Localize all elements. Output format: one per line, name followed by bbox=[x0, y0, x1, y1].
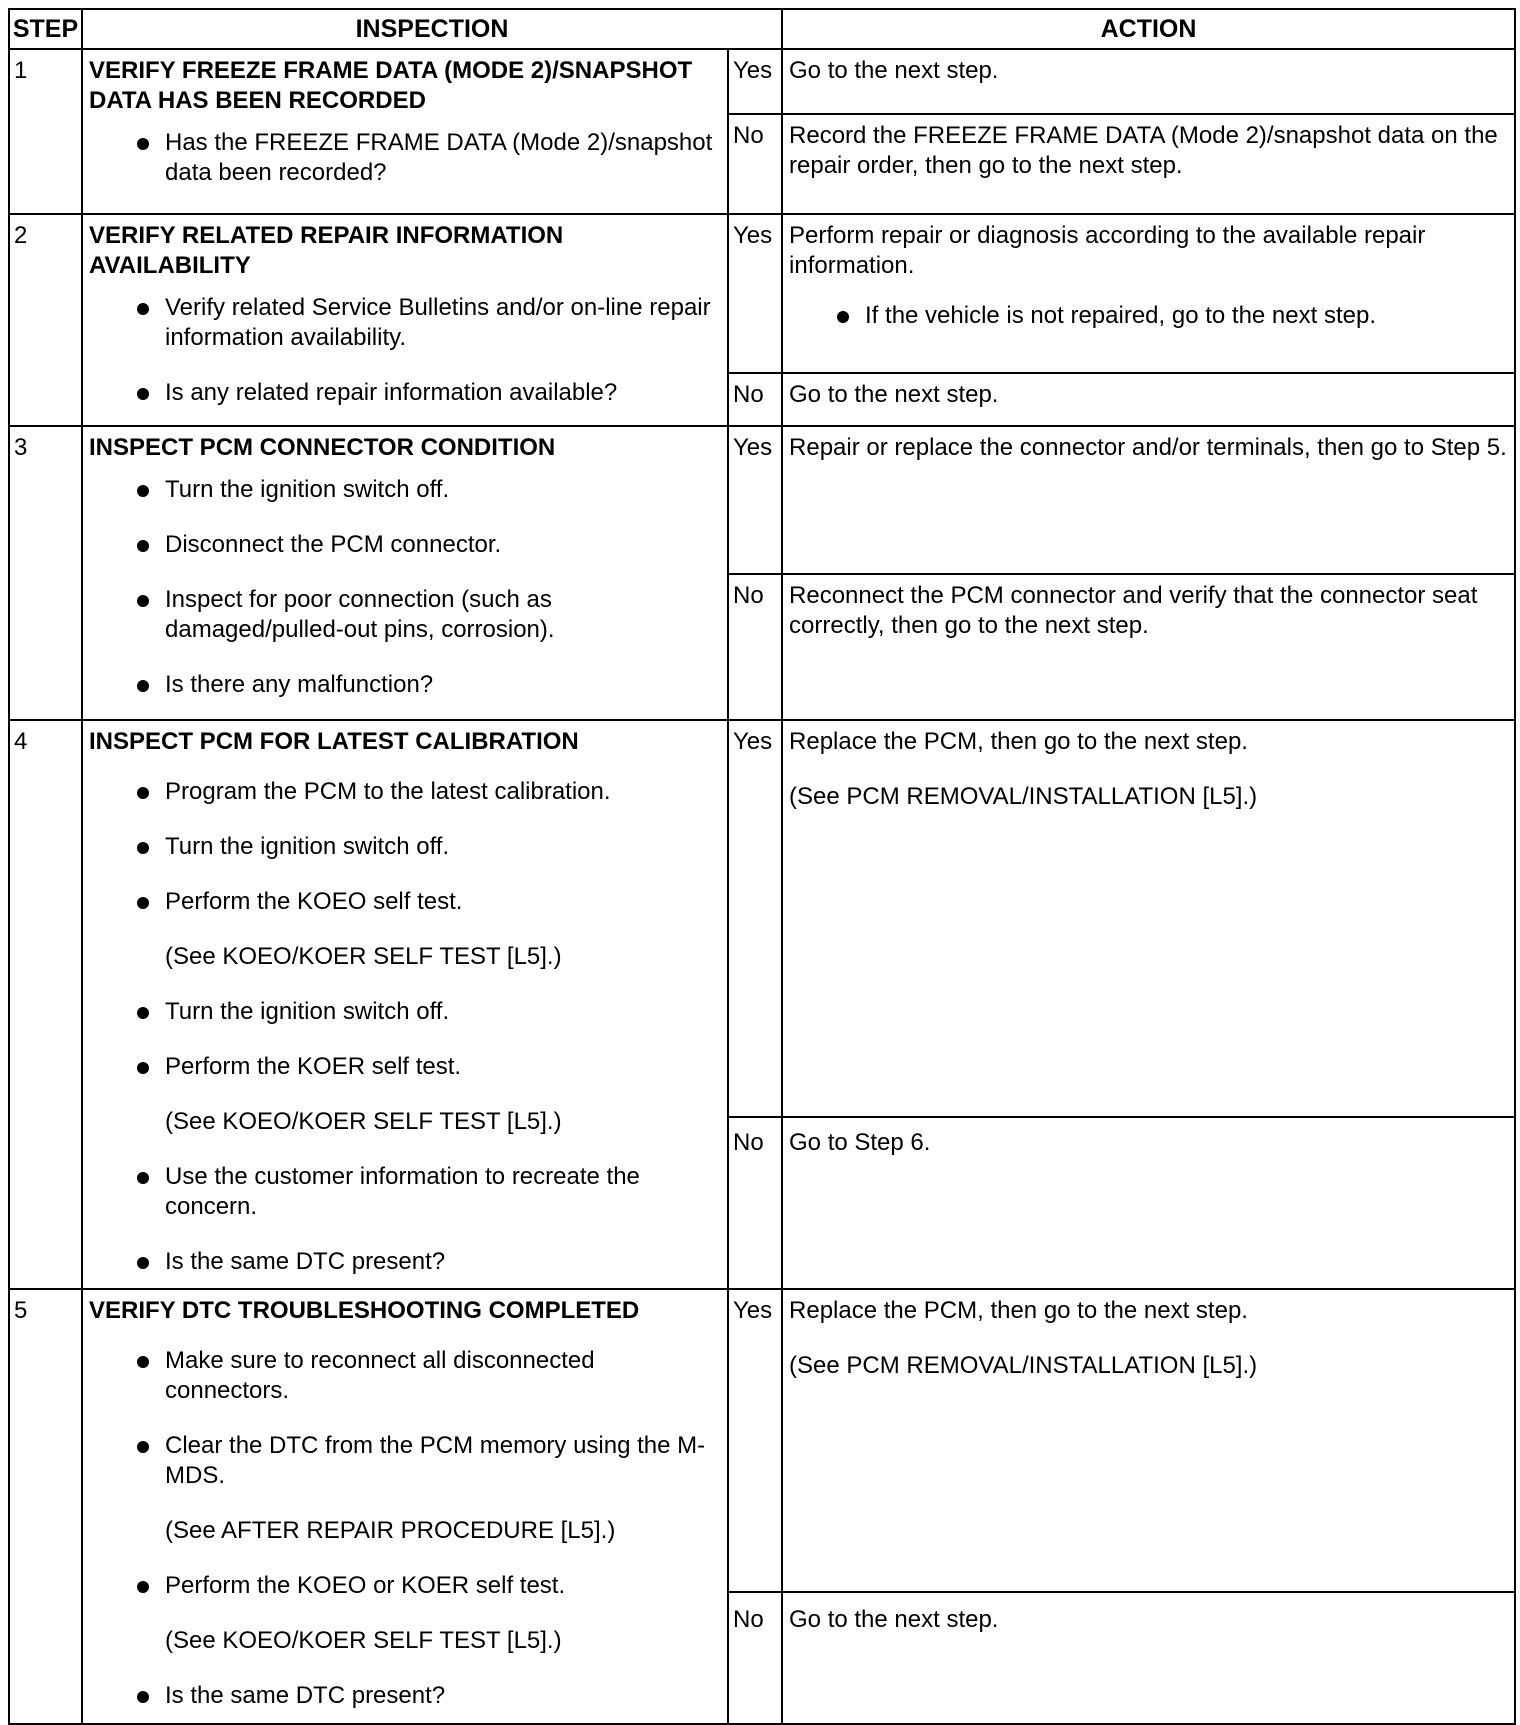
header-step: STEP bbox=[9, 9, 82, 49]
no-label: No bbox=[728, 1117, 782, 1289]
yes-label: Yes bbox=[728, 49, 782, 114]
step-number: 4 bbox=[9, 720, 82, 1289]
no-label: No bbox=[728, 574, 782, 720]
inspection-bullet: Program the PCM to the latest calibration. bbox=[89, 777, 721, 807]
step-5-yes-row bbox=[9, 1289, 1515, 1592]
yes-action bbox=[782, 1289, 1515, 1592]
inspection-bullet: Use the customer information to recreate the concern. bbox=[89, 1162, 721, 1222]
step-3-inspection bbox=[82, 426, 728, 720]
yes-action bbox=[782, 214, 1515, 373]
no-label: No bbox=[728, 373, 782, 426]
step-number: 1 bbox=[9, 49, 82, 214]
inspection-bullet: Make sure to reconnect all disconnected connectors. bbox=[89, 1346, 721, 1406]
inspection-note: (See KOEO/KOER SELF TEST [L5].) bbox=[165, 1627, 562, 1654]
yes-action bbox=[782, 426, 1515, 574]
inspection-bullet: Has the FREEZE FRAME DATA (Mode 2)/snapshot data been recorded? bbox=[89, 128, 721, 188]
step-2-yes-row bbox=[9, 214, 1515, 373]
action-text: Go to the next step. bbox=[789, 381, 999, 408]
no-action bbox=[782, 1117, 1515, 1289]
step-number: 3 bbox=[9, 426, 82, 720]
header-row bbox=[9, 9, 1515, 49]
no-action bbox=[782, 373, 1515, 426]
inspection-bullet: Disconnect the PCM connector. bbox=[89, 530, 721, 560]
no-action bbox=[782, 574, 1515, 720]
inspection-bullet: Turn the ignition switch off. bbox=[89, 475, 721, 505]
no-action bbox=[782, 114, 1515, 214]
inspection-bullet: Turn the ignition switch off. bbox=[89, 832, 721, 862]
inspection-bullet: Perform the KOER self test. bbox=[89, 1052, 721, 1082]
yes-action bbox=[782, 49, 1515, 114]
inspection-bullet: Is any related repair information available? bbox=[89, 378, 721, 408]
step-1-inspection bbox=[82, 49, 728, 214]
inspection-note: (See KOEO/KOER SELF TEST [L5].) bbox=[165, 1108, 562, 1135]
inspection-bullet: Turn the ignition switch off. bbox=[89, 997, 721, 1027]
step-5-inspection bbox=[82, 1289, 728, 1724]
yes-label: Yes bbox=[728, 1289, 782, 1592]
inspection-bullet: Verify related Service Bulletins and/or on-line repair information availability. bbox=[89, 293, 721, 353]
troubleshooting-table bbox=[8, 8, 1516, 1725]
action-text: Record the FREEZE FRAME DATA (Mode 2)/snapshot data on the repair order, then go to the next step. bbox=[789, 121, 1498, 179]
step-title: VERIFY RELATED REPAIR INFORMATION AVAILABILITY bbox=[89, 222, 564, 279]
action-text: Reconnect the PCM connector and verify that the connector seat correctly, then go to the next step. bbox=[789, 582, 1478, 639]
inspection-bullet: Perform the KOEO or KOER self test. bbox=[89, 1571, 721, 1601]
header-inspection: INSPECTION bbox=[82, 9, 782, 49]
inspection-note: (See AFTER REPAIR PROCEDURE [L5].) bbox=[165, 1517, 616, 1544]
step-title: VERIFY FREEZE FRAME DATA (MODE 2)/SNAPSHOT DATA HAS BEEN RECORDED bbox=[89, 57, 693, 114]
inspection-note: (See KOEO/KOER SELF TEST [L5].) bbox=[165, 943, 562, 970]
step-4-yes-row bbox=[9, 720, 1515, 1117]
action-text: Replace the PCM, then go to the next step. bbox=[789, 728, 1248, 755]
step-number: 2 bbox=[9, 214, 82, 426]
action-text: Go to Step 6. bbox=[789, 1129, 931, 1156]
action-text: Go to the next step. bbox=[789, 57, 999, 84]
yes-label: Yes bbox=[728, 214, 782, 373]
step-title: INSPECT PCM CONNECTOR CONDITION bbox=[89, 434, 556, 461]
no-action bbox=[782, 1592, 1515, 1724]
action-bullet: If the vehicle is not repaired, go to the next step. bbox=[789, 301, 1508, 331]
step-title: VERIFY DTC TROUBLESHOOTING COMPLETED bbox=[89, 1297, 640, 1324]
step-title: INSPECT PCM FOR LATEST CALIBRATION bbox=[89, 728, 579, 755]
no-label: No bbox=[728, 1592, 782, 1724]
inspection-bullet: Inspect for poor connection (such as damaged/pulled-out pins, corrosion). bbox=[89, 585, 721, 645]
inspection-bullet: Is the same DTC present? bbox=[89, 1247, 721, 1277]
action-note: (See PCM REMOVAL/INSTALLATION [L5].) bbox=[789, 783, 1258, 810]
no-label: No bbox=[728, 114, 782, 214]
inspection-bullet: Perform the KOEO self test. bbox=[89, 887, 721, 917]
action-text: Perform repair or diagnosis according to the available repair information. bbox=[789, 222, 1426, 279]
action-note: (See PCM REMOVAL/INSTALLATION [L5].) bbox=[789, 1352, 1258, 1379]
action-text: Replace the PCM, then go to the next step. bbox=[789, 1297, 1248, 1324]
step-4-inspection bbox=[82, 720, 728, 1289]
step-number: 5 bbox=[9, 1289, 82, 1724]
step-1-yes-row bbox=[9, 49, 1515, 114]
inspection-bullet: Is there any malfunction? bbox=[89, 670, 721, 700]
yes-label: Yes bbox=[728, 426, 782, 574]
action-text: Go to the next step. bbox=[789, 1606, 999, 1633]
inspection-bullet: Is the same DTC present? bbox=[89, 1681, 721, 1711]
yes-action bbox=[782, 720, 1515, 1117]
step-2-inspection bbox=[82, 214, 728, 426]
step-3-yes-row bbox=[9, 426, 1515, 574]
action-text: Repair or replace the connector and/or terminals, then go to Step 5. bbox=[789, 434, 1507, 461]
yes-label: Yes bbox=[728, 720, 782, 1117]
header-action: ACTION bbox=[782, 9, 1515, 49]
inspection-bullet: Clear the DTC from the PCM memory using the M-MDS. bbox=[89, 1431, 721, 1491]
